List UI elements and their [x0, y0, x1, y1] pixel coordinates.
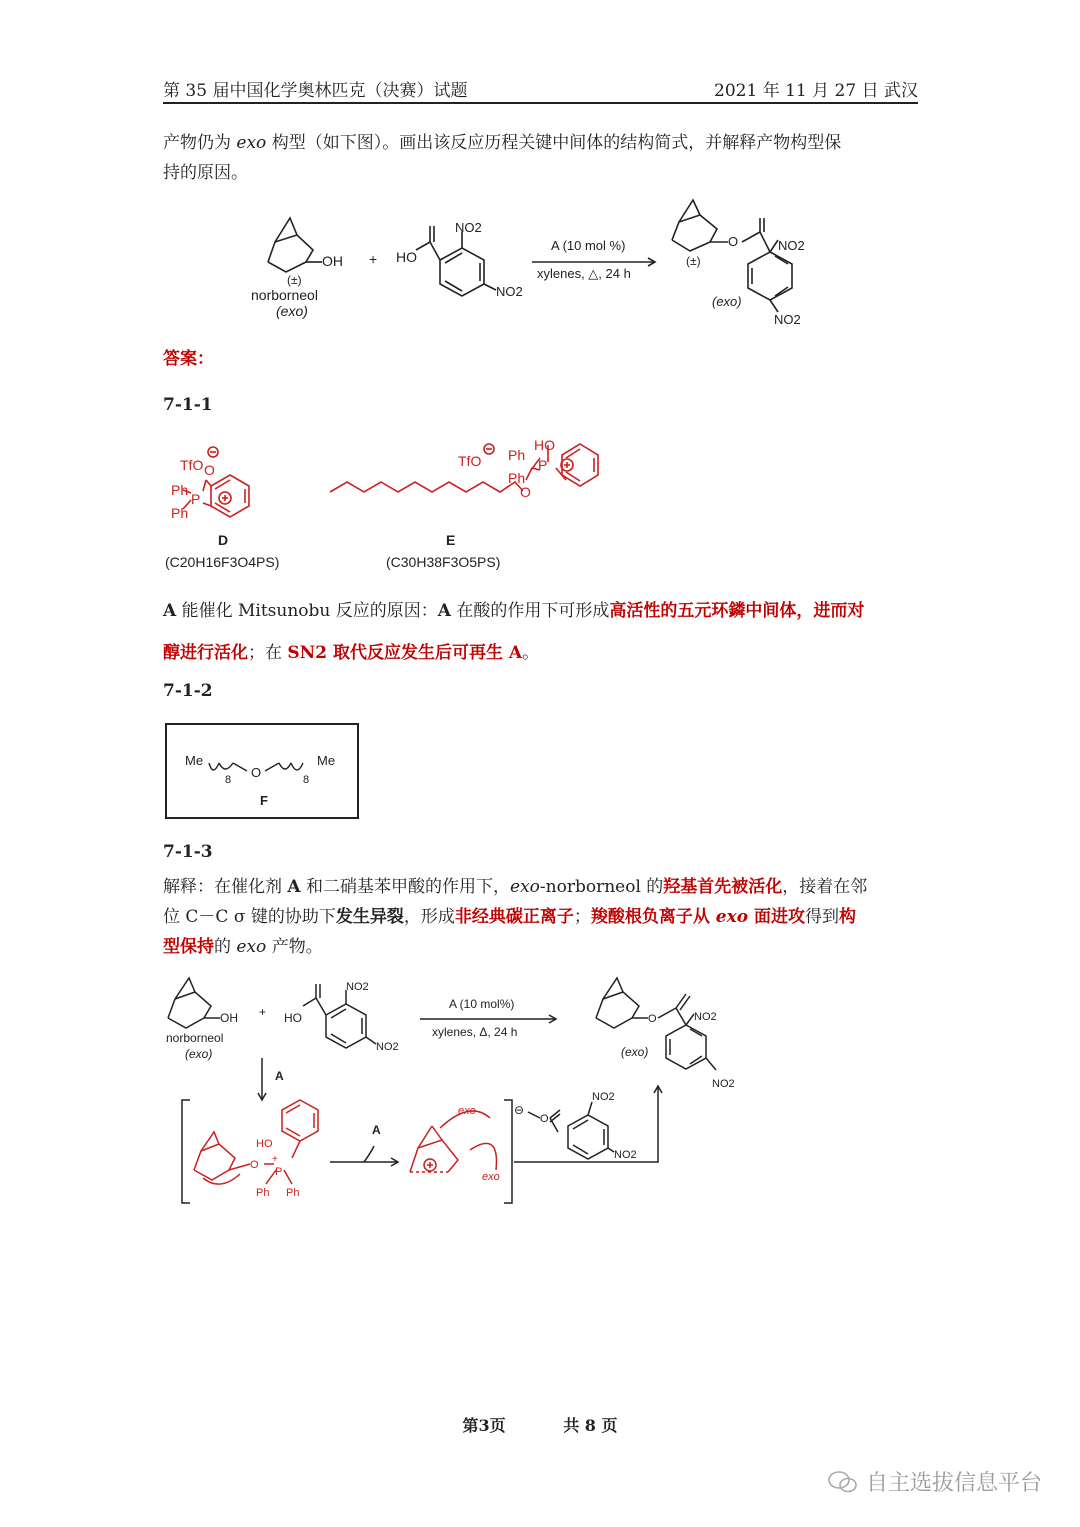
ho-label: HO	[396, 249, 417, 265]
no2-label: NO2	[592, 1091, 615, 1103]
no2-label: NO2	[774, 312, 801, 327]
minus-charge: ⊖	[514, 1103, 525, 1117]
exo-label: (exo)	[276, 303, 308, 319]
conditions-label: xylenes, Δ, 24 h	[432, 1025, 518, 1039]
exo-label: (exo)	[712, 294, 742, 309]
exo-bottom-label: exo	[482, 1171, 500, 1183]
oh-label: OH	[322, 253, 343, 269]
highlight: 发生异裂	[335, 907, 404, 927]
ph-label: Ph	[508, 470, 526, 486]
highlight: SN2 取代反应发生后可再生 A	[287, 643, 523, 663]
highlight: 构	[838, 907, 856, 927]
me-label: Me	[185, 753, 204, 768]
reagent-a-label: A	[372, 1123, 381, 1137]
text: 得到	[804, 907, 839, 927]
no2-label: NO2	[376, 1041, 399, 1053]
ho-label: HO	[534, 437, 555, 453]
text: ；	[573, 907, 591, 927]
text-exo: exo	[510, 877, 540, 897]
ester-o-label: O	[728, 234, 739, 249]
ph-label: Ph	[508, 447, 526, 463]
tfo-label: TfO	[180, 457, 204, 473]
intro-text: 持的原因。	[163, 163, 248, 183]
text: ；在	[248, 643, 288, 663]
norborneol-label: norborneol	[166, 1031, 224, 1045]
intro-text: 产物仍为	[163, 133, 237, 153]
no2-label: NO2	[455, 220, 482, 235]
intro-exo: exo	[236, 133, 267, 153]
section-712: 7-1-2	[163, 681, 213, 701]
conditions-label: xylenes, △, 24 h	[537, 266, 631, 281]
text: ，接着在邻	[782, 877, 868, 897]
text: ，形成	[403, 907, 455, 927]
no2-label: NO2	[712, 1078, 735, 1090]
wechat-icon	[828, 1471, 858, 1493]
norborneol-label: norborneol	[251, 287, 318, 303]
no2-label: NO2	[614, 1149, 637, 1161]
text: 。	[522, 643, 540, 663]
compound-e-label: E	[446, 532, 456, 548]
text: 和二硝基苯甲酸的作用下，	[300, 877, 511, 897]
text: 位 C－C σ 键的协助下	[163, 907, 336, 927]
highlight: 羟基首先被活化	[663, 877, 783, 897]
exo-top-label: exo	[458, 1105, 476, 1117]
ph-label: Ph	[256, 1187, 270, 1199]
ho-label: HO	[256, 1138, 273, 1150]
reagent-label: A (10 mol %)	[551, 238, 626, 253]
no2-label: NO2	[496, 284, 523, 299]
ph-label: Ph	[286, 1187, 300, 1199]
repeat-count: 8	[303, 774, 310, 786]
me-label: Me	[317, 753, 336, 768]
exo-label: (exo)	[185, 1047, 213, 1061]
no2-label: NO2	[778, 238, 805, 253]
oh-label: OH	[220, 1011, 238, 1025]
ph-label: Ph	[171, 482, 189, 498]
text-a: A	[287, 877, 301, 897]
reagent-label: A (10 mol%)	[449, 997, 515, 1011]
plus-charge: +	[272, 1154, 278, 1165]
highlight: 型保持	[163, 937, 214, 957]
o-label: O	[251, 765, 262, 780]
compound-d-formula: (C20H16F3O4PS)	[165, 554, 280, 570]
p-label: P	[538, 457, 548, 473]
plus-sign: +	[369, 251, 378, 267]
repeat-count: 8	[225, 774, 232, 786]
watermark	[828, 1466, 1042, 1497]
watermark-text: 自主选拔信息平台	[865, 1471, 1042, 1496]
o-label: O	[204, 462, 215, 478]
section-711: 7-1-1	[163, 395, 213, 415]
ester-o-label: O	[648, 1013, 657, 1025]
section-713: 7-1-3	[163, 842, 213, 862]
compound-e-formula: (C30H38F3O5PS)	[386, 554, 501, 570]
highlight: exo	[715, 907, 749, 927]
highlight: 羧酸根负离子从	[590, 907, 716, 927]
text: 的	[214, 937, 237, 957]
text: 解释：在催化剂	[163, 877, 288, 897]
o-label: O	[250, 1159, 259, 1171]
exam-title: 第 35 届中国化学奥林匹克（决赛）试题	[163, 81, 468, 101]
page-total: 共 8 页	[563, 1416, 618, 1435]
highlight: 面进攻	[748, 907, 805, 927]
p-label: P	[275, 1166, 283, 1178]
o-label: O	[520, 484, 531, 500]
text-exo: exo	[236, 937, 267, 957]
exo-label: (exo)	[621, 1045, 649, 1059]
text: 能催化 Mitsunobu 反应的原因：	[176, 601, 438, 621]
intro-text: 构型（如下图）。画出该反应历程关键中间体的结构简式，并解释产物构型保	[266, 133, 842, 153]
carboxylate-o-label: O	[540, 1113, 549, 1125]
text: -norborneol 的	[539, 877, 664, 897]
highlight: 高活性的五元环鏻中间体，进而对	[609, 601, 865, 621]
compound-d-label: D	[218, 532, 229, 548]
text: 产物。	[266, 937, 323, 957]
racemic-label: (±)	[287, 273, 302, 287]
page-number: 第3页	[462, 1416, 506, 1435]
p-label: P	[191, 491, 201, 507]
no2-label: NO2	[346, 981, 369, 993]
tfo-label: TfO	[458, 453, 482, 469]
ph-label: Ph	[171, 505, 189, 521]
answer-label: 答案：	[163, 349, 214, 369]
no2-label: NO2	[694, 1011, 717, 1023]
compound-f-label: F	[260, 793, 268, 808]
text: 在酸的作用下可形成	[450, 601, 610, 621]
plus-sign: +	[259, 1005, 267, 1019]
highlight: 非经典碳正离子	[454, 907, 574, 927]
ho-label: HO	[284, 1011, 302, 1025]
highlight: 醇进行活化	[163, 643, 248, 663]
text-a: A	[163, 601, 177, 621]
page-footer	[0, 1413, 1080, 1436]
exam-date: 2021 年 11 月 27 日 武汉	[714, 81, 918, 101]
racemic-label: (±)	[686, 254, 701, 268]
text-a: A	[437, 601, 451, 621]
reagent-a-label: A	[275, 1069, 284, 1083]
